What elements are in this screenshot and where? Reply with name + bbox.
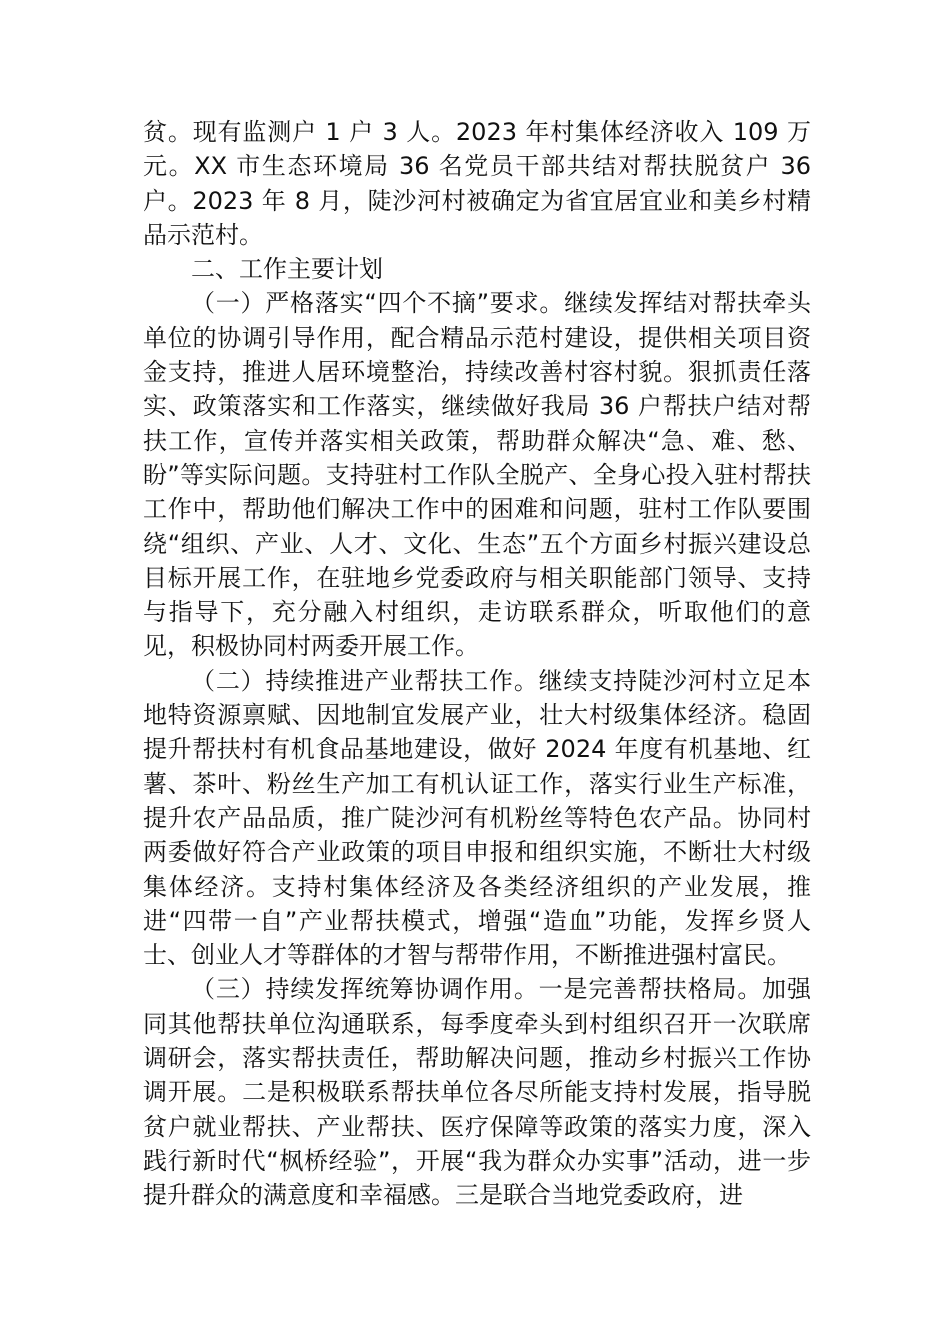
paragraph-intro-continued: 贫。现有监测户 1 户 3 人。2023 年村集体经济收入 109 万元。XX 市生态环境局 36 名党员干部共结对帮扶脱贫户 36 户。2023 年 8 月，陡沙河村被确定为省宜居宜业和美乡村精品示范村。 [143, 118, 811, 249]
section-heading-work-plan: 二、工作主要计划 [191, 255, 383, 284]
document-body [143, 115, 811, 1213]
paragraph-item-1: （一）严格落实“四个不摘”要求。继续发挥结对帮扶牵头单位的协调引导作用，配合精品示范村建设，提供相关项目资金支持，推进人居环境整治，持续改善村容村貌。狠抓责任落实、政策落实和工作落实，继续做好我局 36 户帮扶户结对帮扶工作，宣传并落实相关政策，帮助群众解决“急、难、愁、盼”等实际问题。支持驻村工作队全脱产、全身心投入驻村帮扶工作中，帮助他们解决工作中的困难和问题，驻村工作队要围绕“组织、产业、人才、文化、生态”五个方面乡村振兴建设总目标开展工作，在驻地乡党委政府与相关职能部门领导、支持与指导下，充分融入村组织，走访联系群众，听取他们的意见，积极协同村两委开展工作。 [143, 289, 811, 661]
paragraph-item-3: （三）持续发挥统筹协调作用。一是完善帮扶格局。加强同其他帮扶单位沟通联系，每季度牵头到村组织召开一次联席调研会，落实帮扶责任，帮助解决问题，推动乡村振兴工作协调开展。二是积极联系帮扶单位各尽所能支持村发展，指导脱贫户就业帮扶、产业帮扶、医疗保障等政策的落实力度，深入践行新时代“枫桥经验”，开展“我为群众办实事”活动，进一步提升群众的满意度和幸福感。三是联合当地党委政府，进 [143, 975, 811, 1210]
paragraph-item-2: （二）持续推进产业帮扶工作。继续支持陡沙河村立足本地特资源禀赋、因地制宜发展产业，壮大村级集体经济。稳固提升帮扶村有机食品基地建设，做好 2024 年度有机基地、红薯、茶叶、粉丝生产加工有机认证工作，落实行业生产标准，提升农产品品质，推广陡沙河有机粉丝等特色农产品。协同村两委做好符合产业政策的项目申报和组织实施，不断壮大村级集体经济。支持村集体经济及各类经济组织的产业发展，推进“四带一自”产业帮扶模式，增强“造血”功能，发挥乡贤人士、创业人才等群体的才智与帮带作用，不断推进强村富民。 [143, 666, 811, 970]
